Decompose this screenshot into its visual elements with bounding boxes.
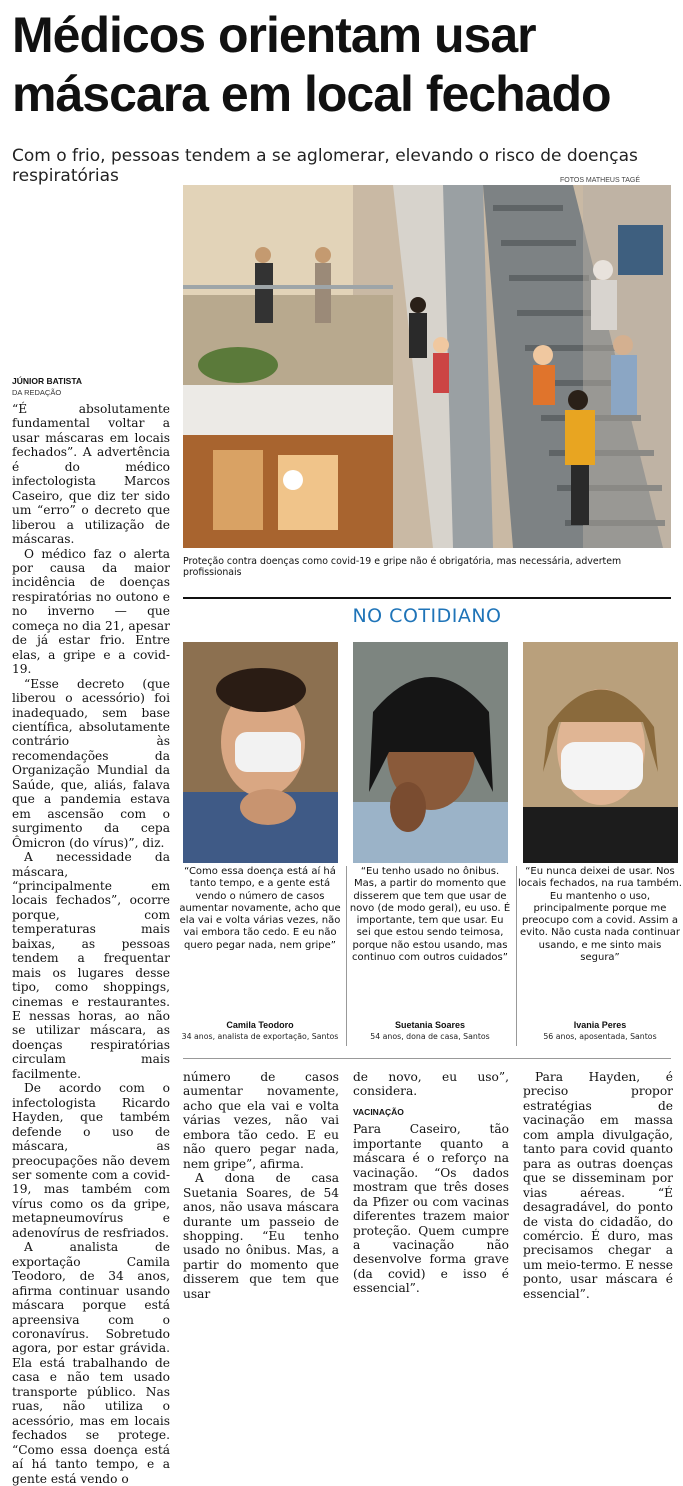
portrait-camila-photo: [183, 642, 338, 863]
quote-ivania: “Eu nunca deixei de usar. Nos locais fechados, na rua também. Eu mantenho o uso, principalmente porque me preocupo com a covid. Assim a evito. Não custa nada continuar usando, e me sinto mais segura”: [518, 866, 682, 964]
paragraph: A analista de exportação Camila Teodoro, de 34 anos, afirma continuar usando máscara porque está apreensiva com o coronavírus. Sobretudo agora, por estar grávida. Ela está trabalhando de casa e não tem usado transporte público. Nas ruas, não utiliza o acessório, mas em locais fechados se protege. “Como essa doença está aí há tanto tempo, e a gente está vendo o: [12, 1240, 170, 1486]
portrait-ivania-photo: [523, 642, 678, 863]
subsection-heading: VACINAÇÃO: [353, 1106, 404, 1117]
profile-description: 54 anos, dona de casa, Santos: [370, 1032, 490, 1041]
article-column-2: [183, 1070, 339, 1301]
paragraph: Para Hayden, é preciso propor estratégias de vacinação em massa com ampla divulgação, tanto para covid quanto para as outras doenças que se disseminam por vias aéreas. “É desagradável, do ponto de vista do cidadão, do comércio. É duro, mas precisamos chegar a um meio-termo. E nesse ponto, usar máscara é essencial”.: [523, 1070, 673, 1301]
byline-author: JÚNIOR BATISTA: [12, 376, 83, 386]
profile-name: Suetania Soares: [394, 1020, 466, 1030]
byline-org: DA REDAÇÃO: [12, 388, 62, 397]
profile-name: Ivania Peres: [573, 1020, 627, 1030]
profile-name: Camila Teodoro: [226, 1020, 294, 1030]
section-bottom-rule: [183, 1058, 671, 1059]
column-divider: [516, 866, 517, 1046]
profile-description: 34 anos, analista de exportação, Santos: [181, 1032, 339, 1041]
quote-suetania: “Eu tenho usado no ônibus. Mas, a partir do momento que disserem que tem que usar de novo (de modo geral), eu uso. É importante, tem que usar. Eu sei que estou sendo teimosa, porque não estou usando, mas continuo com outros cuidados”: [349, 866, 511, 964]
photo-caption: Proteção contra doenças como covid-19 e gripe não é obrigatória, mas necessária, advertem profissionais: [183, 556, 622, 578]
portrait-suetania-photo: [353, 642, 508, 863]
subhead: Com o frio, pessoas tendem a se aglomerar, elevando o risco de doenças respiratórias: [12, 146, 638, 186]
paragraph: Para Caseiro, tão importante quanto a máscara é o reforço na vacinação. “Os dados mostram que três doses da Pfizer ou com vacinas diferentes trazem maior proteção. Quem cumpre a vacinação não desenvolve forma grave (da covid) e isso é essencial”.: [353, 1122, 509, 1296]
mall-escalator-photo: [183, 185, 671, 548]
paragraph: De acordo com o infectologista Ricardo Hayden, que também defende o uso de máscara, as preocupações não devem ser somente com a covid-19, mas também com vírus como os da gripe, metapneumovírus e adenovírus de resfriados.: [12, 1081, 170, 1240]
paragraph: O médico faz o alerta por causa da maior incidência de doenças respiratórias no outono e no inverno — que começa no dia 21, apesar de já estar frio. Entre elas, a gripe e a covid-19.: [12, 546, 170, 677]
headline: Médicos orientam usar máscara em local fechado: [12, 7, 611, 122]
article-column-3: [353, 1070, 509, 1296]
profile-description: 56 anos, aposentada, Santos: [543, 1032, 657, 1041]
paragraph: número de casos aumentar novamente, acho que ela vai e volta várias vezes, não vai embora tão cedo. E eu não quero pegar nada, nem gripe”, afirma.: [183, 1070, 339, 1171]
paragraph: A dona de casa Suetania Soares, de 54 anos, não usava máscara durante um passeio de shopping. “Eu tenho usado no ônibus. Mas, a partir do momento que disserem que tem que usar: [183, 1171, 339, 1301]
section-rule: [183, 597, 671, 599]
article-column-4: [523, 1070, 673, 1301]
quote-camila: “Como essa doença está aí há tanto tempo, e a gente está vendo o número de casos aumentar novamente, acho que ela vai e volta várias vezes, não vai embora tão cedo. E eu não quero pegar nada, nem gripe”: [179, 866, 341, 951]
paragraph: “Esse decreto (que liberou o acessório) foi inadequado, sem base científica, absolutamente contrário às recomendações da Organização Mundial da Saúde, que, aliás, falava que a pandemia estava em ascensão com o surgimento da cepa Ômicron (do vírus)”, diz.: [12, 676, 170, 850]
section-title: NO COTIDIANO: [352, 605, 502, 627]
column-divider: [346, 866, 347, 1046]
paragraph: de novo, eu uso”, considera.: [353, 1070, 509, 1099]
paragraph: A necessidade da máscara, “principalmente em locais fechados”, ocorre porque, com temperaturas mais baixas, as pessoas tendem a frequentar mais os lugares desse tipo, como shoppings, cinemas e restaurantes. E nessas horas, ao não se utilizar máscara, as doenças respiratórias circulam mais facilmente.: [12, 850, 170, 1081]
article-left-column: [12, 402, 170, 1486]
paragraph: “É absolutamente fundamental voltar a usar máscaras em locais fechados”. A advertência é do médico infectologista Marcos Caseiro, que diz ter sido um “erro” o decreto que liberou a utilização de máscaras.: [12, 402, 170, 547]
photo-credit: FOTOS MATHEUS TAGÉ: [560, 177, 640, 184]
